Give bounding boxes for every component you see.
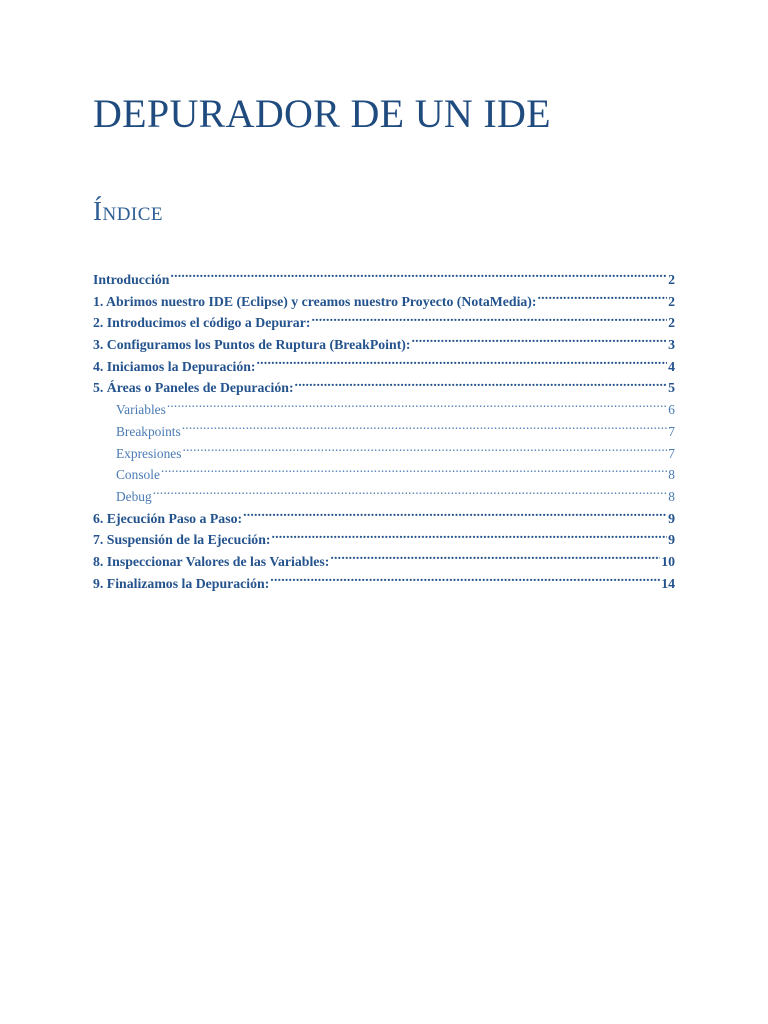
toc-entry-label: 6. Ejecución Paso a Paso:: [93, 510, 243, 526]
toc-entry-label: Breakpoints: [116, 423, 181, 439]
toc-page-number: 7: [668, 445, 675, 461]
toc-entry-breakpoints[interactable]: [93, 421, 675, 443]
toc-entry-paso-a-paso[interactable]: [93, 508, 675, 530]
toc-entry-label: Introducción: [93, 272, 170, 287]
toc-entry-label: 9. Finalizamos la Depuración:: [93, 575, 270, 591]
toc-page-number: 9: [668, 510, 675, 526]
toc-page-number: 8: [668, 467, 675, 483]
toc-entry-label: 7. Suspensión de la Ejecución:: [93, 532, 271, 548]
toc-entry-areas-paneles[interactable]: [93, 377, 675, 399]
table-of-contents: [93, 269, 675, 594]
toc-entry-label: 3. Configuramos los Puntos de Ruptura (BreakPoint):: [93, 337, 411, 353]
toc-entry-label: 2. Introducimos el código a Depurar:: [93, 315, 311, 331]
toc-page-number: 8: [668, 488, 675, 504]
toc-dot-leader: [182, 422, 668, 435]
toc-entry-iniciamos-depuracion[interactable]: [93, 356, 675, 378]
toc-page-number: 2: [668, 293, 675, 309]
toc-entry-introducimos-codigo[interactable]: [93, 312, 675, 334]
toc-dot-leader: [170, 270, 667, 284]
toc-entry-label: Expresiones: [116, 445, 182, 461]
toc-dot-leader: [538, 292, 668, 306]
toc-entry-introduccion[interactable]: [93, 269, 675, 291]
toc-dot-leader: [182, 444, 667, 457]
toc-entry-label: Console: [116, 467, 160, 483]
toc-entry-puntos-ruptura[interactable]: [93, 334, 675, 356]
toc-entry-console[interactable]: [93, 464, 675, 486]
toc-page-number: 3: [668, 337, 675, 353]
toc-dot-leader: [311, 314, 667, 328]
toc-entry-abrimos-ide[interactable]: [93, 291, 675, 313]
toc-heading: Índice: [93, 196, 164, 226]
toc-page-number: 2: [668, 315, 675, 331]
toc-entry-debug[interactable]: [93, 486, 675, 508]
toc-dot-leader: [257, 357, 668, 371]
toc-entry-inspeccionar-valores[interactable]: [93, 551, 675, 573]
toc-page-number: 14: [661, 575, 675, 591]
toc-entry-suspension[interactable]: [93, 529, 675, 551]
toc-page-number: 10: [661, 553, 675, 569]
toc-entry-variables[interactable]: [93, 399, 675, 421]
toc-entry-label: 4. Iniciamos la Depuración:: [93, 358, 256, 374]
toc-dot-leader: [271, 530, 667, 544]
toc-dot-leader: [295, 379, 668, 393]
toc-page-number: 2: [668, 272, 675, 287]
toc-entry-expresiones[interactable]: [93, 443, 675, 465]
toc-dot-leader: [153, 487, 668, 500]
toc-dot-leader: [411, 335, 667, 349]
toc-entry-label: 8. Inspeccionar Valores de las Variables:: [93, 553, 330, 569]
document-title: DEPURADOR DE UN IDE: [93, 91, 551, 136]
toc-page-number: 5: [668, 380, 675, 396]
toc-entry-finalizamos[interactable]: [93, 573, 675, 595]
toc-dot-leader: [243, 509, 667, 523]
toc-dot-leader: [167, 401, 667, 414]
toc-page-number: 7: [668, 423, 675, 439]
toc-page-number: 6: [668, 402, 675, 418]
toc-dot-leader: [270, 574, 660, 588]
toc-dot-leader: [330, 552, 660, 566]
toc-entry-label: Debug: [116, 488, 152, 504]
toc-entry-label: 5. Áreas o Paneles de Depuración:: [93, 380, 294, 396]
toc-page-number: 9: [668, 532, 675, 548]
toc-entry-label: 1. Abrimos nuestro IDE (Eclipse) y creamos nuestro Proyecto (NotaMedia):: [93, 293, 537, 309]
toc-entry-label: Variables: [116, 402, 166, 418]
toc-page-number: 4: [668, 358, 675, 374]
toc-dot-leader: [161, 466, 667, 479]
